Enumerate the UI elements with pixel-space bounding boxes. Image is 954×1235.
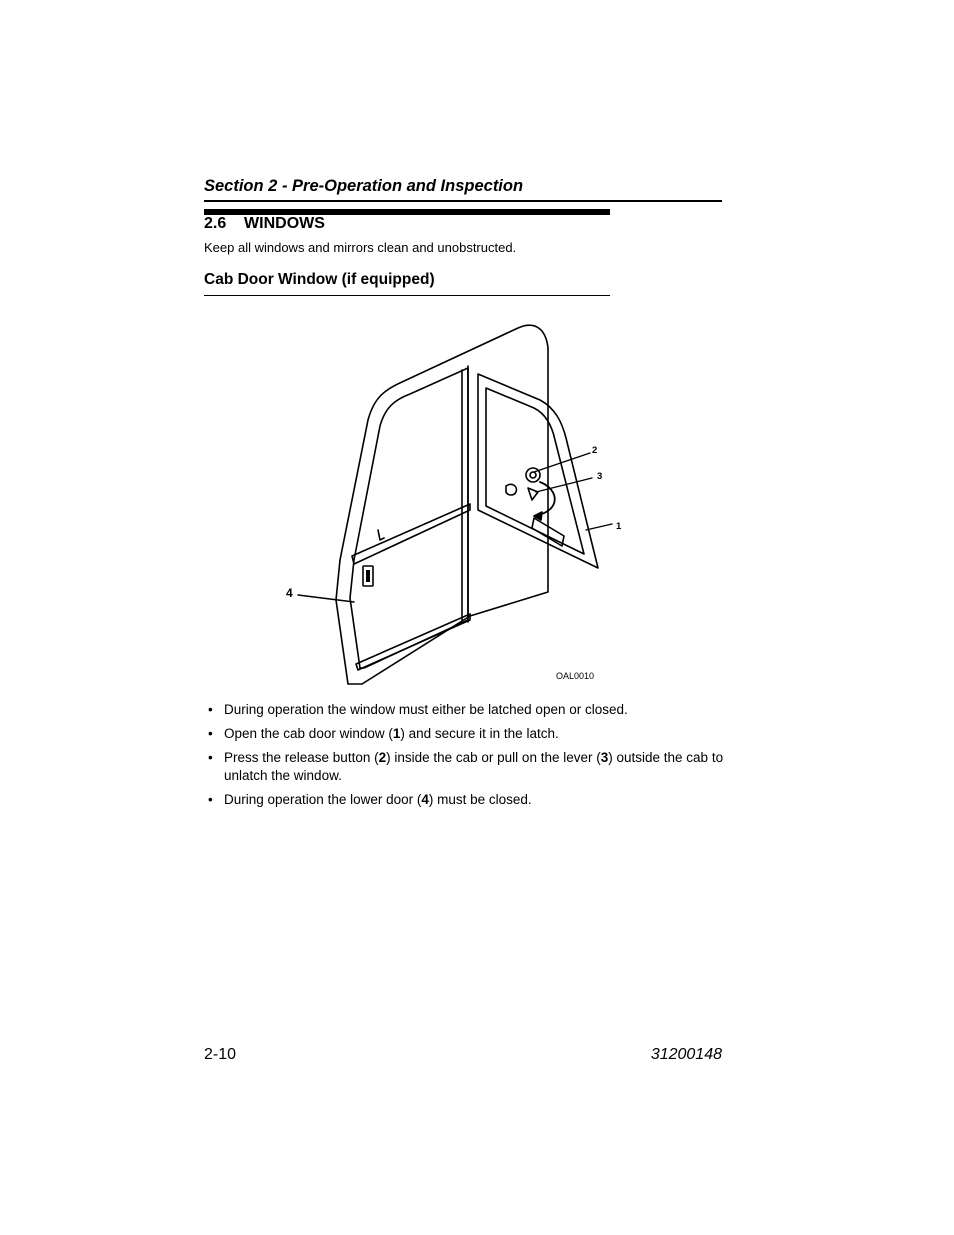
bullet-marker: • [208,792,213,807]
list-item-text: ) inside the cab or pull on the lever ( [386,750,601,765]
subsection-rule [204,295,610,296]
list-item [204,725,724,743]
callout-ref: 1 [392,726,401,741]
list-item [204,749,724,785]
list-item-text: During operation the lower door ( [224,792,422,807]
list-item-text: ) must be closed. [428,792,532,807]
instruction-list [204,701,724,815]
intro-text: Keep all windows and mirrors clean and unobstructed. [204,240,517,255]
document-number: 31200148 [650,1046,722,1063]
page-number: 2-10 [204,1046,237,1063]
section-number: 2.6 [204,215,227,232]
mirror-clip [378,530,384,540]
callout-ref: 4 [421,792,429,807]
subsection-title: Cab Door Window (if equipped) [204,271,435,288]
list-item [204,701,724,719]
section-heading [204,215,325,233]
list-item-text: Press the release button ( [224,750,379,765]
callout-3: 3 [597,471,603,482]
door-bar-top [352,504,470,564]
bullet-marker: • [208,750,213,765]
cab-door-figure [280,320,640,690]
bullet-marker: • [208,726,213,741]
figure-id: OAL0010 [556,671,595,681]
list-item-text: ) outside the cab to unlatch the window. [224,750,724,783]
door-bar-bottom [356,614,470,670]
lever [528,488,538,500]
header-rule [204,200,722,202]
cab-door-illustration [280,320,640,690]
section-header: Section 2 - Pre-Operation and Inspection [204,177,524,195]
section-title: WINDOWS [244,215,325,232]
bullet-marker: • [208,702,213,717]
leader-line-4 [298,595,354,602]
open-arrow [538,482,555,515]
callout-ref: 2 [378,750,387,765]
list-item-text: ) and secure it in the latch. [400,726,559,741]
list-item-text: During operation the window must either be latched open or closed. [224,702,628,717]
callout-1: 1 [616,521,622,532]
callout-2: 2 [592,445,598,456]
list-item-text: Open the cab door window ( [224,726,393,741]
list-item [204,791,724,809]
leader-line-1 [586,524,612,530]
callout-4: 4 [286,586,293,600]
callout-ref: 3 [600,750,609,765]
